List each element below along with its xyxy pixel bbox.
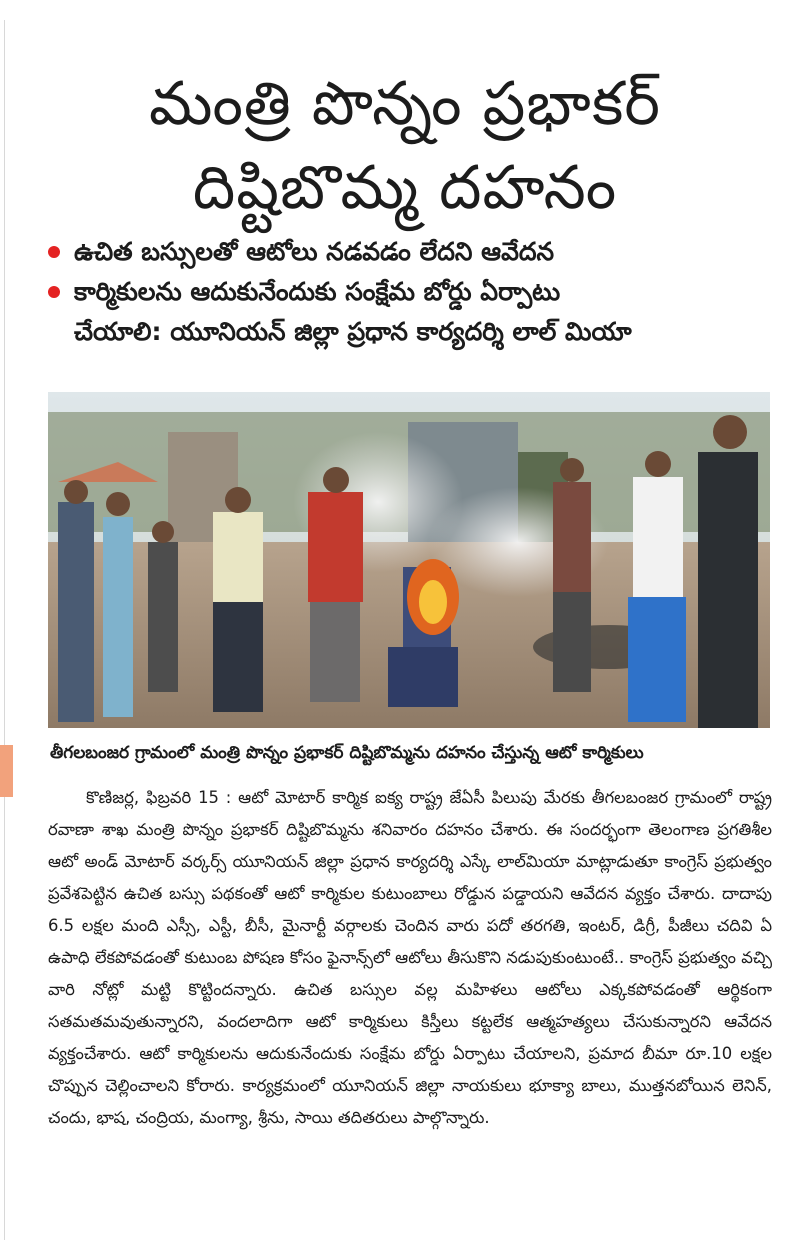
headline-line-2: దిష్టిబొమ్మ దహనం <box>192 153 618 224</box>
article-body <box>48 782 772 1134</box>
sub-headline-1: ఉచిత బస్సులతో ఆటోలు నడవడం లేదని ఆవేదన <box>48 232 788 272</box>
protest-photo-illustration <box>48 392 770 728</box>
column-rule <box>4 20 5 1240</box>
headline <box>30 62 780 230</box>
photo-caption: తీగలబంజర గ్రామంలో మంత్రి పొన్నం ప్రభాకర్ దిష్టిబొమ్మను దహనం చేస్తున్న ఆటో కార్మికులు <box>50 743 644 763</box>
article-text: ఆటో మోటార్ కార్మిక ఐక్య రాష్ట్ర జేఏసీ పిలుపు మేరకు తీగలబంజర గ్రామంలో రాష్ట్ర రవాణా శాఖ మంత్రి పొన్నం ప్రభాకర్ దిష్టిబొమ్మను శనివారం దహనం చేశారు. ఈ సందర్భంగా తెలంగాణ ప్రగతిశీల ఆటో అండ్ మోటార్ వర్కర్స్ యూనియన్ జిల్లా ప్రధాన కార్యదర్శి ఎస్కే లాల్‌మియా మాట్లాడుతూ కాంగ్రెస్ ప్రభుత్వం ప్రవేశపెట్టిన ఉచిత బస్సు పథకంతో ఆటో కార్మికుల కుటుంబాలు రోడ్డున పడ్డాయని ఆవేదన వ్యక్తం చేశారు. దాదాపు 6.5 లక్షల మంది ఎస్సీ, ఎస్టీ, బీసీ, మైనార్టీ వర్గాలకు చెందిన వారు పదో తరగతి, ఇంటర్, డిగ్రీ, పీజీలు చదివి ఏ ఉపాధి లేకపోవడంతో కుటుంబ పోషణ కోసం ఫైనాన్స్‌లో ఆటోలు తీసుకొని నడుపుకుంటుంటే.. కాంగ్రెస్ ప్రభుత్వం వచ్చి వారి నోట్లో మట్టి కొట్టిందన్నారు. ఉచిత బస్సుల వల్ల మహిళలు ఆటోలు ఎక్కకపోవడంతో ఆర్థికంగా సతమతమవుతున్నారని, వందలాదిగా ఆటో కార్మికులు కిస్తీలు కట్టలేక ఆత్మహత్యలు చేసుకున్నారని ఆవేదన వ్యక్తంచేశారు. ఆటో కార్మికులను ఆదుకునేందుకు సంక్షేమ బోర్డు ఏర్పాటు చేయాలని, ప్రమాద బీమా రూ.10 లక్షల చొప్పున చెల్లించాలని కోరారు. కార్యక్రమంలో యూనియన్ జిల్లా నాయకులు భూక్యా బాలు, ముత్తనబోయిన లెనిన్, చందు, భాష, చంద్రియ, మంగ్యా, శ్రీను, సాయి తదితరులు పాల్గొన్నారు. <box>48 788 772 1127</box>
news-photo <box>48 392 770 728</box>
bullet-dot-icon <box>48 246 60 258</box>
bullet-dot-icon <box>48 286 60 298</box>
sub-headline-2: కార్మికులను ఆదుకునేందుకు సంక్షేమ బోర్డు ఏర్పాటు <box>48 272 788 312</box>
sub-headline-2-continuation: చేయాలి: యూనియన్ జిల్లా ప్రధాన కార్యదర్శి లాల్ మియా <box>74 317 632 346</box>
headline-line-1: మంత్రి పొన్నం ప్రభాకర్ <box>149 69 661 140</box>
page-edge-tab <box>0 745 13 797</box>
sub-headlines <box>48 232 788 352</box>
article-dateline: కొణిజర్ల, ఫిబ్రవరి 15 : <box>86 788 232 807</box>
